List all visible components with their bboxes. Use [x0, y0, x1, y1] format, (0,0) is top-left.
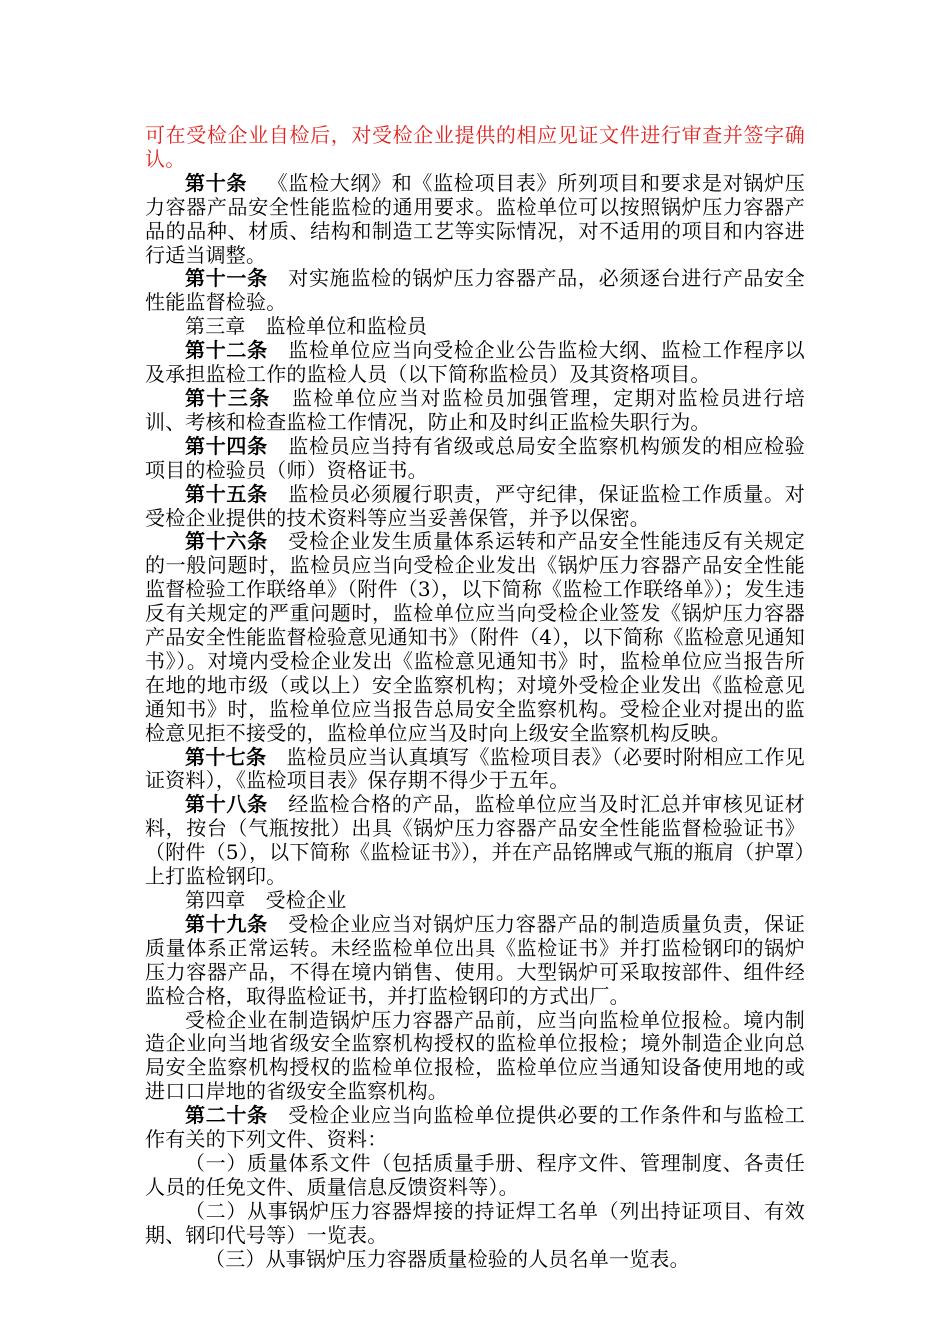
article-16: [145, 530, 805, 745]
list-item-3: [145, 1248, 805, 1272]
article-text: 经监检合格的产品，监检单位应当及时汇总并审核见证材料，按台（气瓶按批）出具《锅炉压力容器产品安全性能监督检验证书》（附件（5），以下简称《监检证书》），并在产品铭牌或气瓶的瓶肩（护罩）上打监检钢印。: [145, 792, 805, 889]
article-label: 第十六条: [185, 529, 268, 554]
chapter-4-heading: [145, 889, 805, 913]
article-text: 监检单位应当向受检企业公告监检大纲、监检工作程序以及承担监检工作的监检人员（以下简称监检员）及其资格项目。: [145, 338, 805, 387]
article-label: 第十一条: [185, 266, 268, 291]
list-item-2: [145, 1200, 805, 1248]
article-20: [145, 1104, 805, 1152]
continuation-paragraph: [145, 124, 805, 172]
article-text: 监检员必须履行职责，严守纪律，保证监检工作质量。对受检企业提供的技术资料等应当妥善保管，并予以保密。: [145, 481, 805, 530]
paragraph-text: 受检企业在制造锅炉压力容器产品前，应当向监检单位报检。境内制造企业向当地省级安全监察机构授权的监检单位报检；境外制造企业向总局安全监察机构授权的监检单位报检，监检单位应当通知设备使用地的或进口口岸地的省级安全监察机构。: [145, 1007, 805, 1104]
article-label: 第十条: [185, 170, 248, 195]
article-text: 监检员应当认真填写《监检项目表》（必要时附相应工作见证资料），《监检项目表》保存期不得少于五年。: [145, 744, 805, 793]
list-item-text: （一）质量体系文件（包括质量手册、程序文件、管理制度、各责任人员的任免文件、质量信息反馈资料等）。: [145, 1150, 805, 1199]
chapter-label: 第四章: [185, 888, 246, 912]
article-15: [145, 483, 805, 531]
article-label: 第十九条: [185, 911, 268, 936]
paragraph-text: 可在受检企业自检后，对受检企业提供的相应见证文件进行审查并签字确认。: [145, 123, 805, 171]
article-text: 监检员应当持有省级或总局安全监察机构颁发的相应检验项目的检验员（师）资格证书。: [145, 433, 805, 482]
article-label: 第十八条: [185, 792, 268, 817]
article-label: 第十二条: [185, 338, 268, 363]
chapter-title: 受检企业: [265, 888, 347, 912]
article-text: 受检企业发生质量体系运转和产品安全性能违反有关规定的一般问题时，监检员应当向受检企业发出《锅炉压力容器产品安全性能监督检验工作联络单》（附件（3），以下简称《监检工作联络单》）；发生违反有关规定的严重问题时，监检单位应当向受检企业签发《锅炉压力容器产品安全性能监督检验意见通知书》（附件（4），以下简称《监检意见通知书》）。对境内受检企业发出《监检意见通知书》时，监检单位应当报告所在地的地市级（或以上）安全监察机构；对境外受检企业发出《监检意见通知书》时，监检单位应当报告总局安全监察机构。受检企业对提出的监检意见拒不接受的，监检单位应当及时向上级安全监察机构反映。: [145, 529, 805, 745]
article-text: 受检企业应当对锅炉压力容器产品的制造质量负责，保证质量体系正常运转。未经监检单位出具《监检证书》并打监检钢印的锅炉压力容器产品，不得在境内销售、使用。大型锅炉可采取按部件、组件经监检合格，取得监检证书，并打监检钢印的方式出厂。: [145, 911, 805, 1008]
document-body: [145, 124, 805, 1272]
article-text: 受检企业应当向监检单位提供必要的工作条件和与监检工作有关的下列文件、资料：: [145, 1103, 805, 1152]
article-17: [145, 746, 805, 794]
article-label: 第十七条: [185, 744, 267, 769]
article-text: 对实施监检的锅炉压力容器产品，必须逐台进行产品安全性能监督检验。: [145, 266, 805, 315]
chapter-label: 第三章: [185, 314, 246, 339]
article-18: [145, 793, 805, 889]
article-label: 第十五条: [185, 481, 268, 506]
article-11: [145, 267, 805, 315]
article-13: [145, 387, 805, 435]
chapter-title: 监检单位和监检员: [265, 314, 428, 339]
chapter-3-heading: [145, 315, 805, 339]
article-12: [145, 339, 805, 387]
article-text: 监检单位应当对监检员加强管理，定期对监检员进行培训、考核和检查监检工作情况，防止和及时纠正监检失职行为。: [145, 385, 805, 434]
article-10: [145, 172, 805, 268]
list-item-text: （三）从事锅炉压力容器质量检验的人员名单一览表。: [205, 1246, 690, 1271]
list-item-1: [145, 1152, 805, 1200]
article-19: [145, 913, 805, 1009]
article-14: [145, 435, 805, 483]
article-label: 第二十条: [185, 1103, 268, 1128]
article-text: 《监检大纲》和《监检项目表》所列项目和要求是对锅炉压力容器产品安全性能监检的通用要求。监检单位可以按照锅炉压力容器产品的品种、材质、结构和制造工艺等实际情况，对不适用的项目和内容进行适当调整。: [145, 170, 805, 267]
article-label: 第十三条: [185, 385, 271, 410]
list-item-text: （二）从事锅炉压力容器焊接的持证焊工名单（列出持证项目、有效期、钢印代号等）一览表。: [145, 1198, 805, 1247]
article-19-paragraph-2: [145, 1009, 805, 1105]
article-label: 第十四条: [185, 433, 268, 458]
